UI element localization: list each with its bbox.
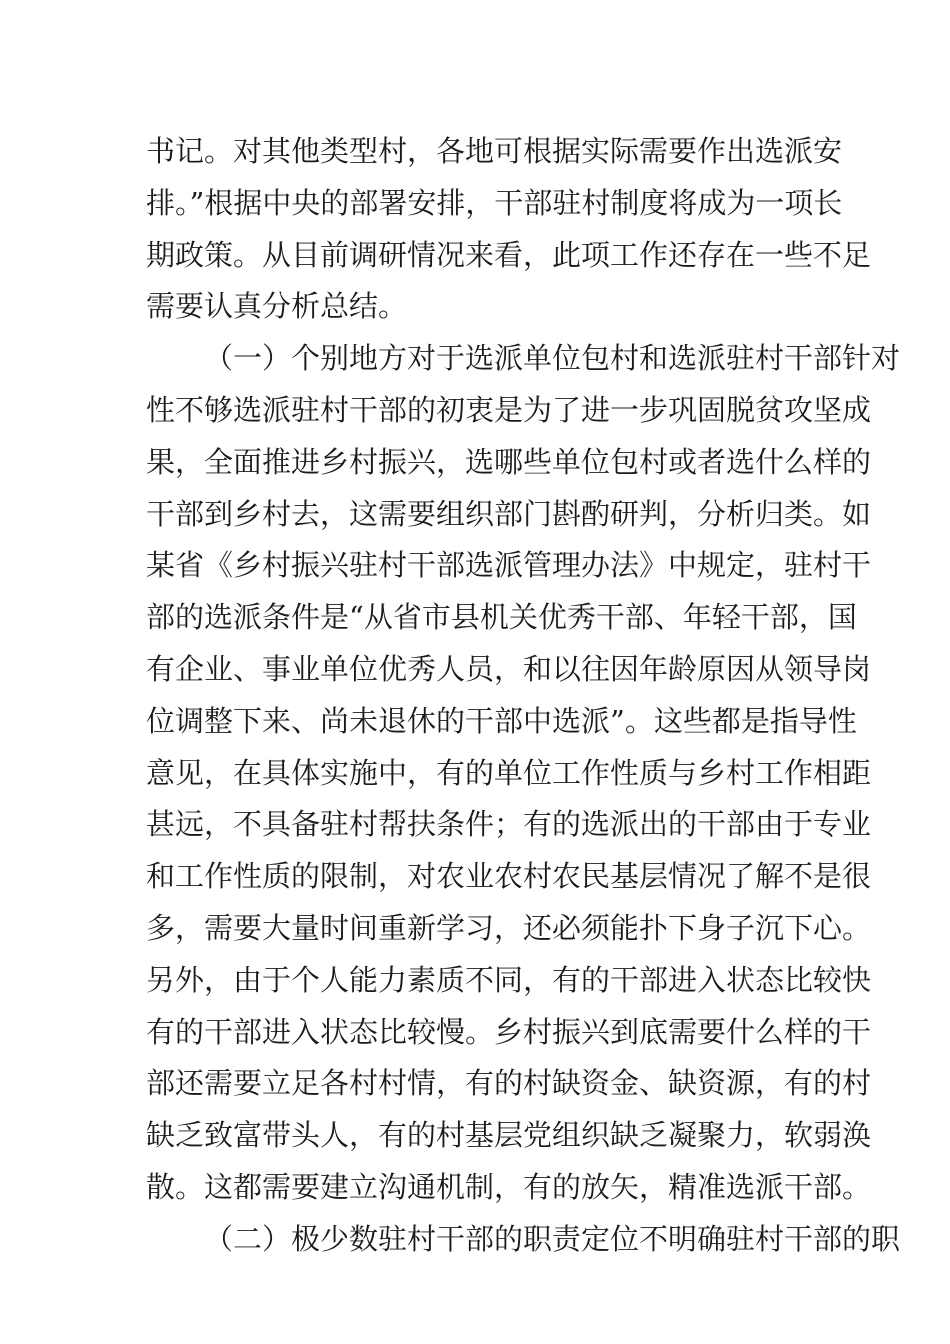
text-line: 部的选派条件是“从省市县机关优秀干部、年轻干部，国 [146,600,857,635]
text-line: 甚远，不具备驻村帮扶条件；有的选派出的干部由于专业 [146,807,872,842]
text-line: 性不够选派驻村干部的初衷是为了进一步巩固脱贫攻坚成 [146,392,872,427]
section-heading-line: （一）个别地方对于选派单位包村和选派驻村干部针对 [204,341,901,376]
text-line: 另外，由于个人能力素质不同，有的干部进入状态比较快 [146,962,872,997]
text-line: 需要认真分析总结。 [146,289,408,324]
text-line: 和工作性质的限制，对农业农村农民基层情况了解不是很 [146,859,872,894]
text-line: 排。”根据中央的部署安排，干部驻村制度将成为一项长 [146,185,843,220]
text-line: 有的干部进入状态比较慢。乡村振兴到底需要什么样的干 [146,1014,872,1049]
text-line: 果，全面推进乡村振兴，选哪些单位包村或者选什么样的 [146,444,872,479]
text-line: 位调整下来、尚未退休的干部中选派”。这些都是指导性 [146,703,857,738]
text-line: 有企业、事业单位优秀人员，和以往因年龄原因从领导岗 [146,651,872,686]
text-line: 部还需要立足各村村情，有的村缺资金、缺资源，有的村 [146,1066,872,1101]
section-heading-line: （二）极少数驻村干部的职责定位不明确驻村干部的职 [204,1221,901,1256]
text-line: 意见，在具体实施中，有的单位工作性质与乡村工作相距 [146,755,872,790]
text-line: 期政策。从目前调研情况来看，此项工作还存在一些不足 [146,237,872,272]
text-line: 干部到乡村去，这需要组织部门斟酌研判，分析归类。如 [146,496,872,531]
text-line: 某省《乡村振兴驻村干部选派管理办法》中规定，驻村干 [146,548,872,583]
text-line: 散。这都需要建立沟通机制，有的放矢，精准选派干部。 [146,1169,872,1204]
text-line: 缺乏致富带头人，有的村基层党组织缺乏凝聚力，软弱涣 [146,1118,872,1153]
text-line: 书记。对其他类型村，各地可根据实际需要作出选派安 [146,134,843,168]
body-text [146,126,901,1266]
text-line: 多，需要大量时间重新学习，还必须能扑下身子沉下心。 [146,910,872,945]
